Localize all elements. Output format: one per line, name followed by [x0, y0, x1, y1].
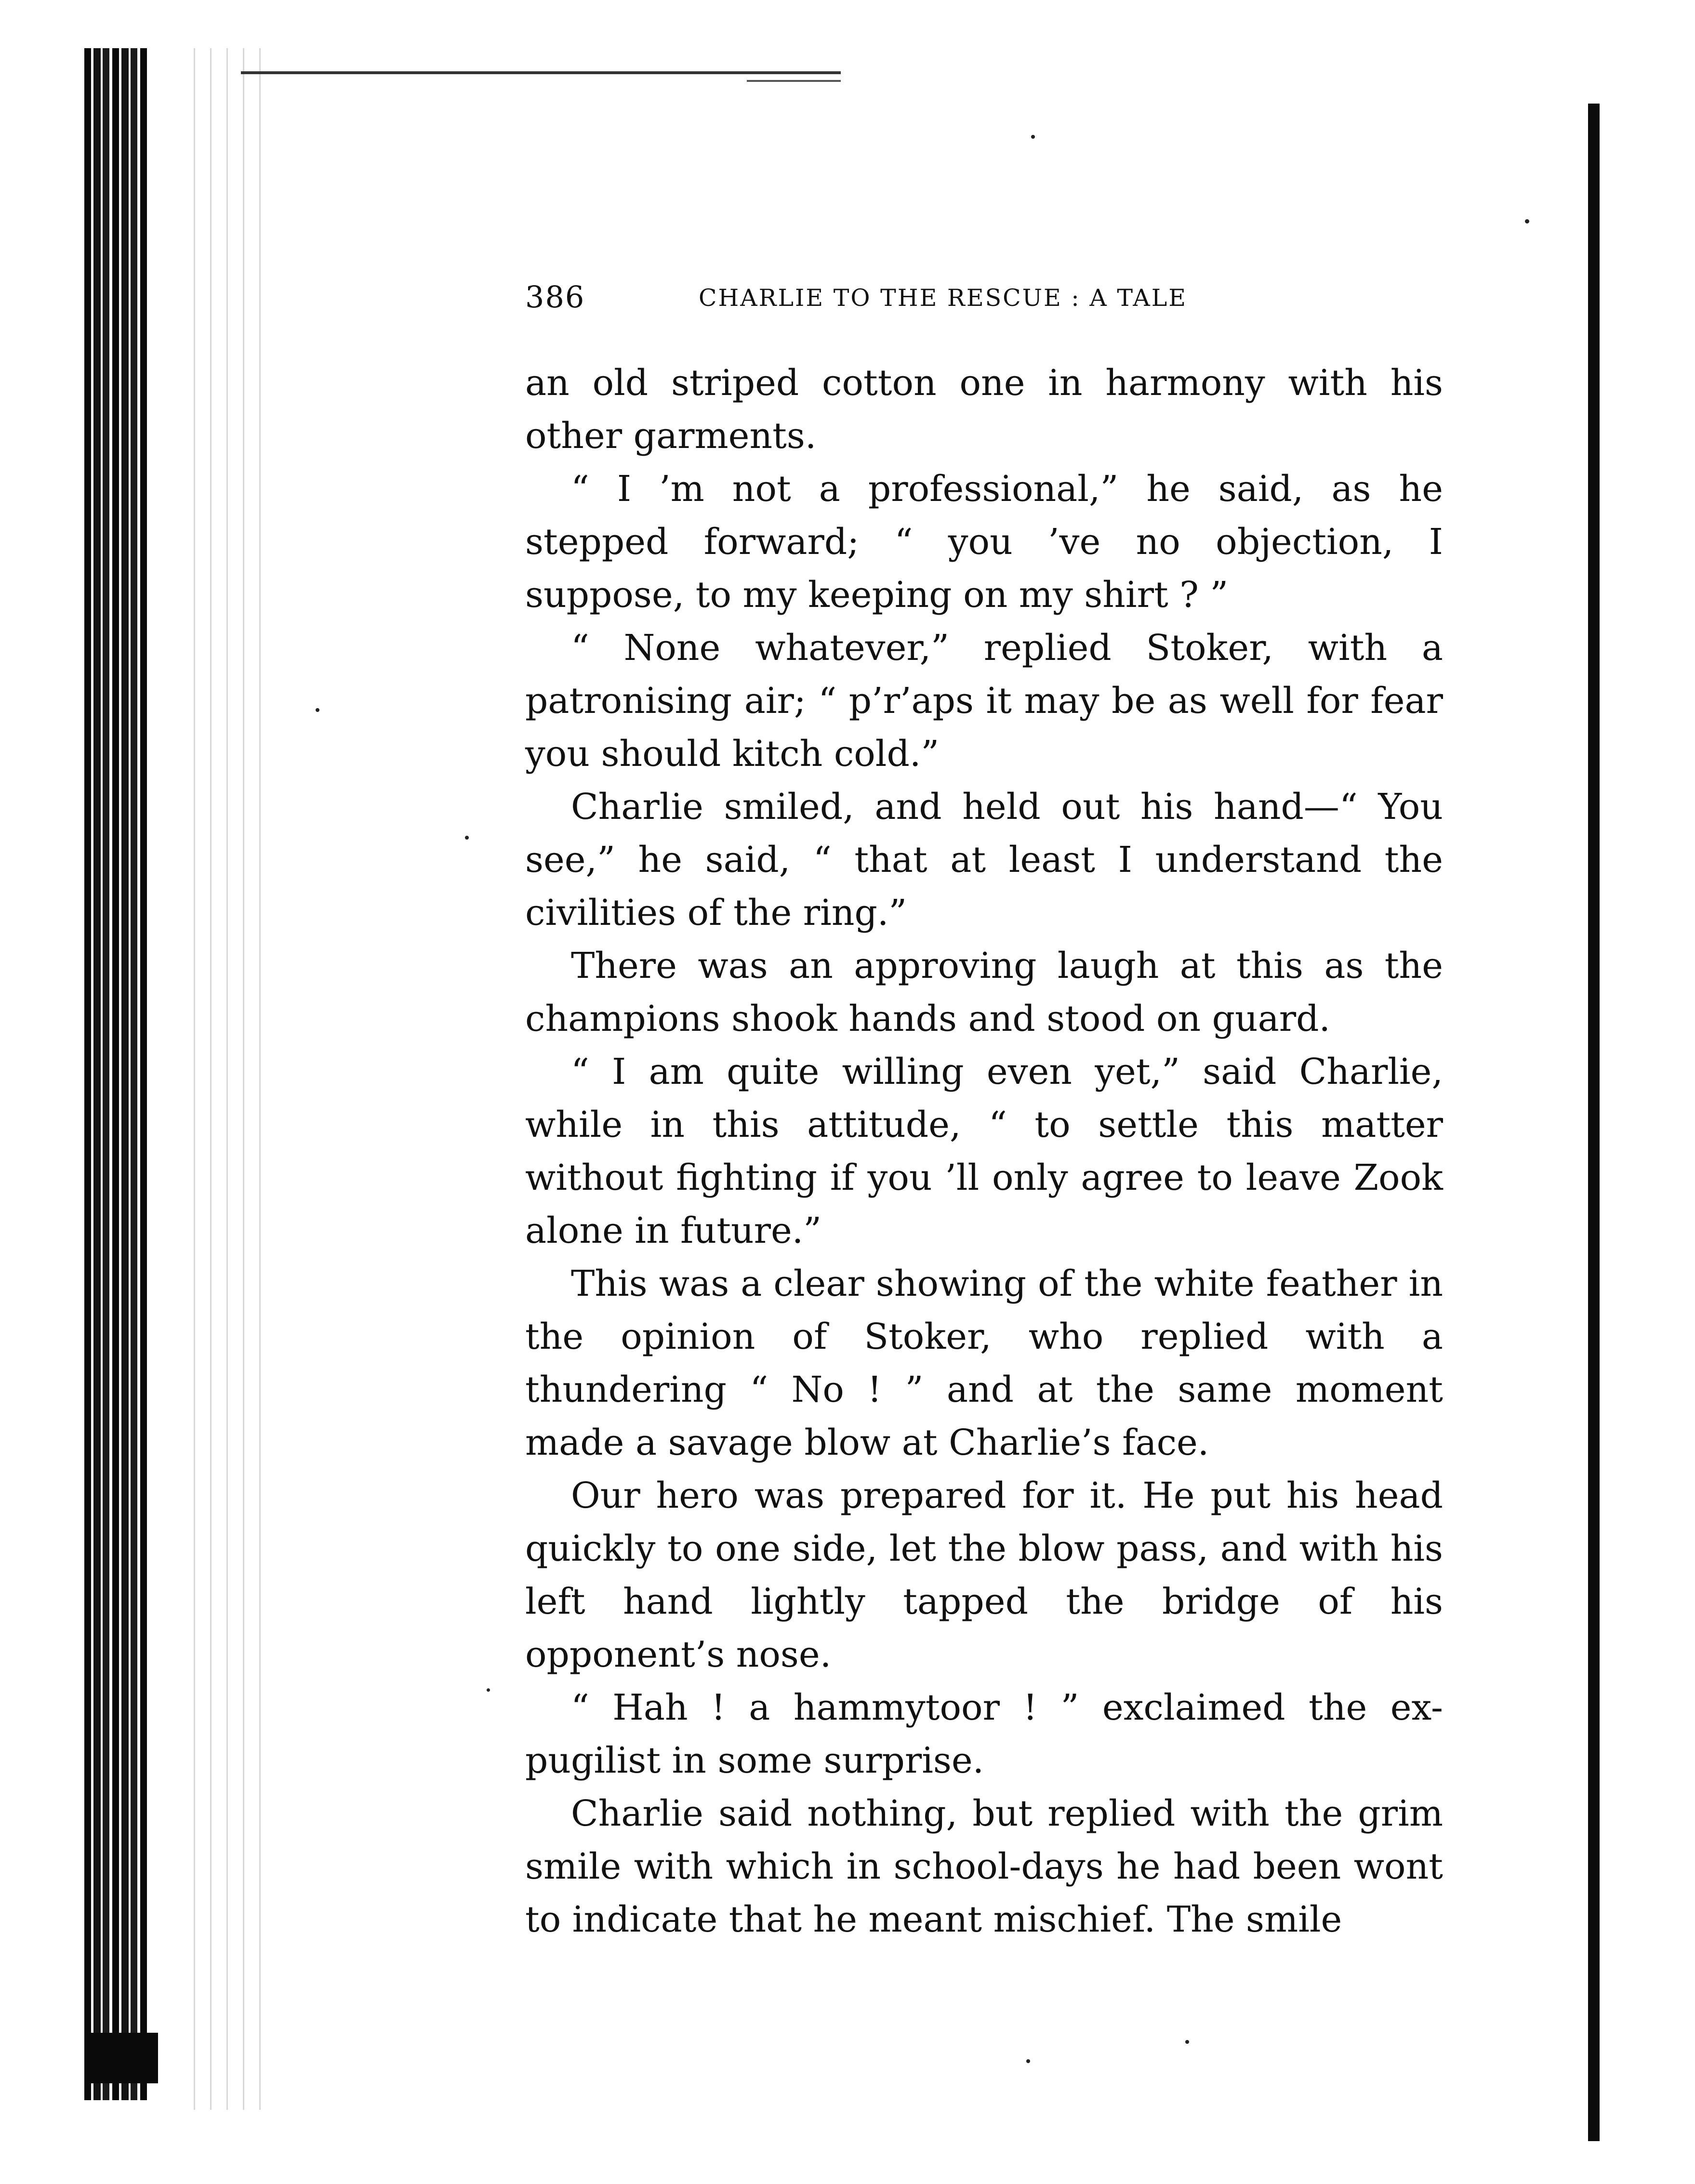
- paragraph: an old striped cotton one in harmony with his other garments.: [525, 362, 1443, 457]
- binding-foot: [86, 2033, 158, 2083]
- scan-speck: [1185, 2040, 1189, 2044]
- paragraph: There was an approving laugh at this as the champions shook hands and stood on guard.: [525, 945, 1443, 1039]
- running-title: CHARLIE TO THE RESCUE : A TALE: [699, 284, 1188, 312]
- top-rule-end: [747, 80, 841, 82]
- scan-speck: [1026, 2059, 1030, 2063]
- scan-speck: [1525, 219, 1529, 224]
- scan-speck: [1031, 135, 1035, 139]
- page-header: [525, 279, 1441, 323]
- paragraph: Our hero was prepared for it. He put his head quickly to one side, let the blow pass, and with his left hand lightly tapped the bridge of his opponent’s nose.: [525, 1475, 1443, 1675]
- paragraph: “ None whatever,” replied Stoker, with a patronising air; “ p’r’aps it may be as well for fear you should kitch cold.”: [525, 627, 1443, 775]
- paragraph: This was a clear showing of the white feather in the opinion of Stoker, who replied with a thundering “ No ! ” and at the same moment made a savage blow at Charlie’s face.: [525, 1263, 1443, 1463]
- binding-faint-lines: [188, 48, 270, 2110]
- right-page-edge: [1588, 104, 1600, 2141]
- paragraph: “ Hah ! a hammytoor ! ” exclaimed the ex-pugilist in some surprise.: [525, 1687, 1443, 1781]
- scan-speck: [487, 1688, 490, 1692]
- scan-speck: [465, 836, 469, 840]
- paragraph: “ I ’m not a professional,” he said, as he stepped forward; “ you ’ve no objection, I suppose, to my keeping on my shirt ? ”: [525, 468, 1443, 616]
- paragraph: “ I am quite willing even yet,” said Charlie, while in this attitude, “ to settle this matter without fighting if you ’ll only agree to leave Zook alone in future.”: [525, 1051, 1443, 1251]
- paragraph: Charlie said nothing, but replied with the grim smile with which in school-days he had been wont to indicate that he meant mischief. The smile: [525, 1793, 1443, 1940]
- top-rule: [241, 71, 841, 74]
- body-text: [525, 356, 1443, 1946]
- binding-shadow: [84, 48, 147, 2100]
- paragraph: Charlie smiled, and held out his hand—“ You see,” he said, “ that at least I understand the civilities of the ring.”: [525, 786, 1443, 934]
- scan-speck: [316, 708, 319, 712]
- page-number: 386: [525, 279, 585, 315]
